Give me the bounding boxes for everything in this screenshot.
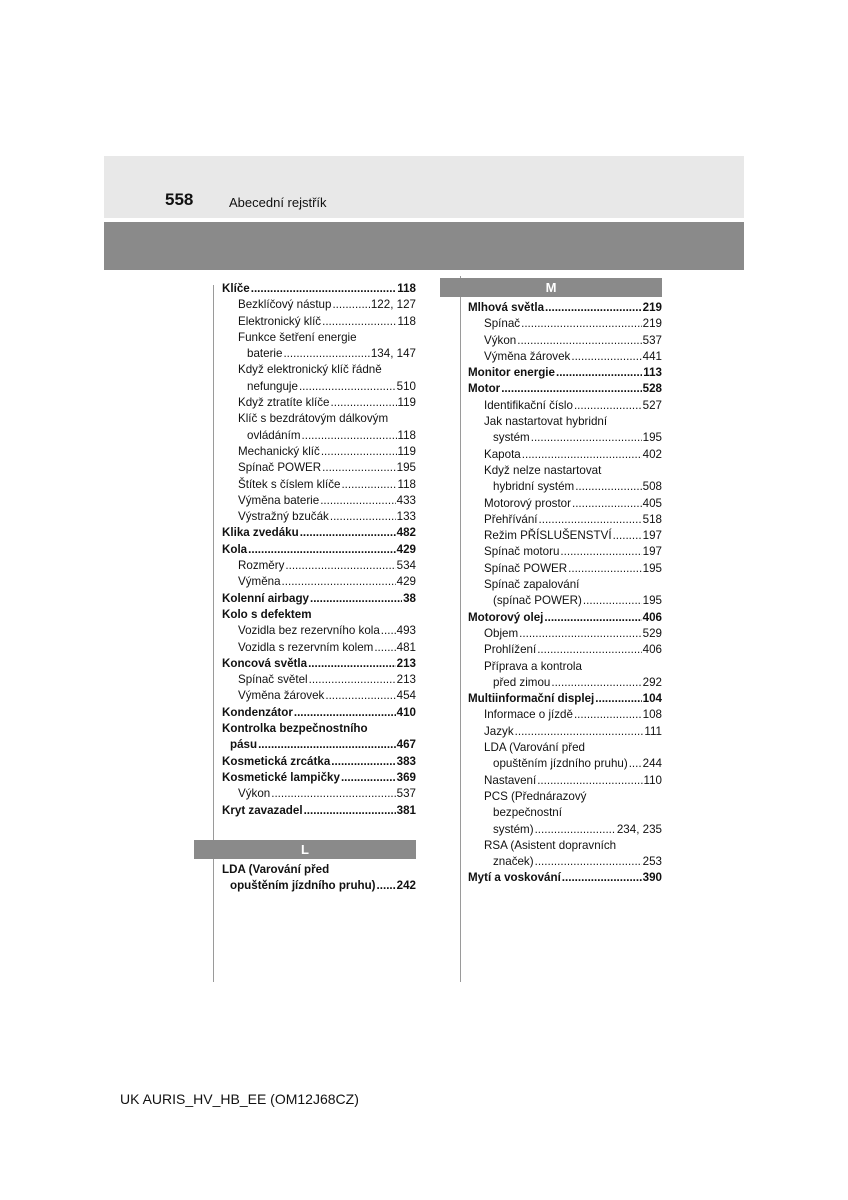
index-column-left (222, 281, 416, 819)
index-entry (222, 878, 416, 894)
dot-leader (501, 381, 641, 397)
index-entry (222, 379, 416, 395)
index-term: bezpečnostní (493, 806, 562, 820)
index-term: Monitor energie (468, 366, 555, 380)
page-reference: 406 (642, 643, 662, 657)
index-term: opuštěním jízdního pruhu) (230, 879, 376, 893)
page-reference: 508 (642, 480, 662, 494)
page-reference: 244 (642, 757, 662, 771)
page-reference: 242 (396, 879, 416, 893)
dot-leader (562, 870, 642, 886)
index-entry (468, 675, 662, 691)
index-term: Mlhová světla (468, 301, 545, 314)
page-reference: 529 (642, 626, 662, 640)
index-entry (468, 479, 662, 495)
page-reference: 510 (396, 379, 416, 393)
dot-leader (330, 509, 396, 525)
index-entry (468, 561, 662, 577)
index-entry (468, 854, 662, 870)
page-title: Abecední rejstřík (229, 195, 327, 210)
index-entry (222, 862, 416, 878)
index-entry (222, 721, 416, 737)
index-entry (222, 314, 416, 330)
index-term: Spínač (484, 317, 521, 331)
dot-leader (251, 281, 397, 297)
index-term: Spínač POWER (484, 561, 568, 575)
page-reference: 38 (403, 591, 416, 605)
index-term: Jazyk (484, 724, 514, 738)
page-reference: 197 (642, 545, 662, 559)
index-entry (222, 297, 416, 313)
dot-leader (304, 803, 396, 819)
header-dark-band (104, 222, 744, 270)
page-reference: 118 (397, 477, 416, 491)
index-entry (222, 623, 416, 639)
index-term: Kosmetická zrcátka (222, 754, 331, 768)
page-number: 558 (165, 190, 194, 209)
dot-leader (248, 542, 396, 558)
page-reference: 402 (642, 447, 662, 461)
dot-leader (374, 640, 395, 656)
section-letter-m: M (440, 278, 662, 297)
dot-leader (341, 477, 396, 493)
index-term: pásu (230, 738, 258, 752)
dot-leader (556, 365, 642, 381)
index-entry (468, 740, 662, 756)
dot-leader (299, 379, 396, 395)
page-reference: 433 (396, 493, 416, 507)
index-entry (468, 577, 662, 593)
page-reference: 213 (396, 656, 416, 670)
index-entry (222, 558, 416, 574)
index-term: ovládáním (247, 428, 301, 442)
dot-leader (294, 705, 396, 721)
page-reference: 405 (642, 496, 662, 510)
page-reference: 234, 235 (616, 822, 662, 836)
dot-leader (310, 591, 402, 607)
document-code: UK AURIS_HV_HB_EE (OM12J68CZ) (120, 1091, 359, 1107)
dot-leader (300, 525, 396, 541)
index-entry (222, 346, 416, 362)
page-reference: 292 (642, 675, 662, 689)
page-reference: 253 (642, 855, 662, 869)
index-term: Vozidla s rezervním kolem (238, 640, 374, 654)
index-term: Režim PŘÍSLUŠENSTVÍ (484, 529, 612, 543)
dot-leader (522, 447, 642, 463)
dot-leader (537, 773, 642, 789)
dot-leader (535, 854, 642, 870)
page-reference: 518 (642, 512, 662, 526)
index-term: Spínač zapalování (484, 578, 580, 592)
dot-leader (517, 333, 641, 349)
index-term: Objem (484, 626, 519, 640)
dot-leader (271, 786, 395, 802)
index-term: Kolo s defektem (222, 607, 312, 621)
index-term: Když nelze nastartovat (484, 463, 602, 477)
index-term: Motorový prostor (484, 496, 571, 510)
index-term: LDA (Varování před (484, 741, 585, 755)
index-term: Kolenní airbagy (222, 591, 309, 605)
dot-leader (285, 558, 395, 574)
index-entry (468, 398, 662, 414)
index-term: Kontrolka bezpečnostního (222, 722, 368, 736)
index-entry (222, 803, 416, 819)
index-entry (468, 447, 662, 463)
dot-leader (629, 756, 642, 772)
index-entry (468, 544, 662, 560)
index-term: opuštěním jízdního pruhu) (493, 757, 628, 771)
index-entry (468, 626, 662, 642)
index-term: Elektronický klíč (238, 314, 322, 328)
page-reference: 104 (642, 692, 662, 706)
header-band (104, 156, 744, 218)
index-entry (468, 300, 662, 316)
index-term: Mechanický klíč (238, 444, 320, 458)
index-term: Informace o jízdě (484, 708, 573, 722)
dot-leader (302, 428, 397, 444)
page-reference: 454 (396, 689, 416, 703)
dot-leader (545, 300, 642, 316)
index-entry (468, 496, 662, 512)
dot-leader (332, 297, 369, 313)
dot-leader (531, 430, 642, 446)
index-entry (222, 786, 416, 802)
index-entry (222, 705, 416, 721)
dot-leader (331, 395, 397, 411)
dot-leader (537, 642, 641, 658)
index-term: Výměna žárovek (484, 349, 571, 363)
page-reference: 195 (642, 594, 662, 608)
index-term: Výkon (238, 787, 271, 801)
index-term: Kosmetické lampičky (222, 770, 340, 784)
dot-leader (575, 479, 641, 495)
index-term: Výměna (238, 575, 281, 589)
index-term: Když ztratíte klíče (238, 396, 330, 410)
index-entry (468, 512, 662, 528)
page-reference: 527 (642, 398, 662, 412)
dot-leader (283, 346, 369, 362)
page-reference: 118 (397, 428, 416, 442)
index-term: Kryt zavazadel (222, 803, 303, 817)
dot-leader (535, 822, 616, 838)
index-entry (468, 822, 662, 838)
index-term: Výkon (484, 333, 517, 347)
index-entry (468, 870, 662, 886)
dot-leader (322, 460, 396, 476)
page-reference: 534 (396, 559, 416, 573)
page-reference: 113 (643, 366, 662, 380)
index-entry (222, 640, 416, 656)
dot-leader (571, 349, 641, 365)
index-term: Přehřívání (484, 512, 538, 526)
index-term: značek) (493, 855, 534, 869)
page-reference: 118 (397, 282, 416, 295)
index-term: Klíče (222, 282, 250, 295)
index-section-m (440, 278, 662, 887)
page-reference: 429 (396, 542, 416, 556)
index-entry (468, 789, 662, 805)
dot-leader (551, 675, 641, 691)
index-entry (468, 381, 662, 397)
dot-leader (572, 496, 642, 512)
index-entry (222, 460, 416, 476)
index-entry (468, 365, 662, 381)
page-reference: 537 (396, 787, 416, 801)
index-term: Kola (222, 542, 248, 556)
index-entry (468, 349, 662, 365)
index-entry (222, 607, 416, 623)
page-reference: 383 (396, 754, 416, 768)
index-entry (222, 493, 416, 509)
index-entry (468, 463, 662, 479)
index-term: Koncová světla (222, 656, 308, 670)
index-entry (222, 444, 416, 460)
index-term: Jak nastartovat hybridní (484, 415, 608, 429)
dot-leader (539, 512, 642, 528)
index-entry (468, 593, 662, 609)
index-entry (468, 691, 662, 707)
index-entry (222, 754, 416, 770)
index-entry (222, 591, 416, 607)
index-term: Prohlížení (484, 643, 537, 657)
dot-leader (308, 656, 396, 672)
dot-leader (377, 878, 396, 894)
page-reference: 195 (396, 461, 416, 475)
page-reference: 118 (397, 314, 416, 328)
section-letter-l: L (194, 840, 416, 859)
index-term: Kapota (484, 447, 521, 461)
dot-leader (544, 610, 641, 626)
index-term: Motorový olej (468, 610, 544, 624)
page-reference: 111 (644, 724, 662, 738)
index-term: Nastavení (484, 773, 537, 787)
page-reference: 134, 147 (370, 347, 416, 361)
dot-leader (320, 493, 395, 509)
index-entry (222, 428, 416, 444)
page-reference: 528 (642, 382, 662, 396)
page-reference: 110 (643, 773, 662, 787)
index-term: Bezklíčový nástup (238, 298, 332, 312)
page-reference: 122, 127 (370, 298, 416, 312)
index-term: Identifikační číslo (484, 398, 573, 412)
dot-leader (595, 691, 641, 707)
index-entry (468, 707, 662, 723)
page-reference: 219 (642, 301, 662, 314)
index-term: LDA (Varování před (222, 863, 330, 876)
index-term: Výměna baterie (238, 493, 320, 507)
index-term: Příprava a kontrola (484, 659, 582, 673)
page-reference: 429 (396, 575, 416, 589)
page-reference: 381 (396, 803, 416, 817)
dot-leader (258, 737, 396, 753)
dot-leader (568, 561, 642, 577)
index-term: Funkce šetření energie (238, 330, 357, 344)
dot-leader (560, 544, 641, 560)
dot-leader (574, 707, 642, 723)
page-reference: 213 (396, 673, 416, 687)
dot-leader (309, 672, 396, 688)
index-entry (468, 724, 662, 740)
page-reference: 133 (396, 510, 416, 524)
index-section-l (194, 840, 416, 895)
dot-leader (583, 593, 642, 609)
index-entry (468, 333, 662, 349)
index-term: Kondenzátor (222, 705, 293, 719)
page-reference: 406 (642, 610, 662, 624)
index-term: nefunguje (247, 379, 298, 393)
dot-leader (282, 574, 396, 590)
index-term: Výstražný bzučák (238, 510, 329, 524)
dot-leader (521, 316, 642, 332)
page-reference: 119 (397, 444, 416, 458)
page-reference: 410 (396, 705, 416, 719)
index-entry (468, 610, 662, 626)
page-reference: 219 (642, 317, 662, 331)
index-entry (222, 525, 416, 541)
index-entry (222, 574, 416, 590)
dot-leader (341, 770, 396, 786)
index-term: Klika zvedáku (222, 526, 299, 540)
index-term: systém (493, 431, 530, 445)
index-entry (468, 838, 662, 854)
index-entry (468, 642, 662, 658)
index-term: Spínač motoru (484, 545, 560, 559)
page-reference: 390 (642, 871, 662, 885)
page-reference: 467 (396, 738, 416, 752)
index-term: Motor (468, 382, 501, 396)
index-term: Spínač POWER (238, 461, 322, 475)
index-term: (spínač POWER) (493, 594, 582, 608)
index-entry (222, 477, 416, 493)
dot-leader (519, 626, 642, 642)
index-entry (222, 330, 416, 346)
index-entry (222, 362, 416, 378)
index-term: hybridní systém (493, 480, 575, 494)
index-entry (468, 659, 662, 675)
dot-leader (515, 724, 644, 740)
index-entry (222, 737, 416, 753)
dot-leader (381, 623, 396, 639)
page-reference: 197 (642, 529, 662, 543)
dot-leader (325, 688, 395, 704)
index-entry (468, 805, 662, 821)
index-entry (468, 316, 662, 332)
page-reference: 195 (642, 431, 662, 445)
dot-leader (331, 754, 395, 770)
page-reference: 108 (642, 708, 662, 722)
index-term: systém) (493, 822, 534, 836)
page-reference: 119 (397, 396, 416, 410)
dot-leader (321, 444, 397, 460)
page-reference: 481 (396, 640, 416, 654)
index-entry (222, 656, 416, 672)
dot-leader (322, 314, 396, 330)
index-entry (222, 672, 416, 688)
page-reference: 493 (396, 624, 416, 638)
index-entry (222, 688, 416, 704)
page-reference: 537 (642, 333, 662, 347)
index-entry (222, 770, 416, 786)
index-term: Štítek s číslem klíče (238, 477, 341, 491)
index-term: Multiinformační displej (468, 692, 595, 706)
index-term: Výměna žárovek (238, 689, 325, 703)
index-term: před zimou (493, 675, 551, 689)
index-term: Klíč s bezdrátovým dálkovým (238, 412, 389, 426)
page-reference: 441 (642, 349, 662, 363)
index-entry (468, 414, 662, 430)
index-entry (222, 281, 416, 297)
index-entry (222, 411, 416, 427)
index-entry (468, 756, 662, 772)
index-term: RSA (Asistent dopravních (484, 838, 617, 852)
index-term: PCS (Přednárazový (484, 789, 587, 803)
index-entry (222, 395, 416, 411)
dot-leader (574, 398, 642, 414)
dot-leader (613, 528, 642, 544)
index-term: Spínač světel (238, 673, 308, 687)
index-term: baterie (247, 347, 283, 361)
page-reference: 195 (642, 561, 662, 575)
index-entry (222, 542, 416, 558)
index-term: Vozidla bez rezervního kola (238, 624, 380, 638)
index-entry (468, 528, 662, 544)
index-term: Mytí a voskování (468, 871, 561, 885)
index-entry (222, 509, 416, 525)
index-entry (468, 430, 662, 446)
index-term: Když elektronický klíč řádně (238, 363, 382, 377)
page-reference: 482 (396, 526, 416, 540)
page-reference: 369 (396, 770, 416, 784)
index-entry (468, 773, 662, 789)
index-term: Rozměry (238, 559, 285, 573)
